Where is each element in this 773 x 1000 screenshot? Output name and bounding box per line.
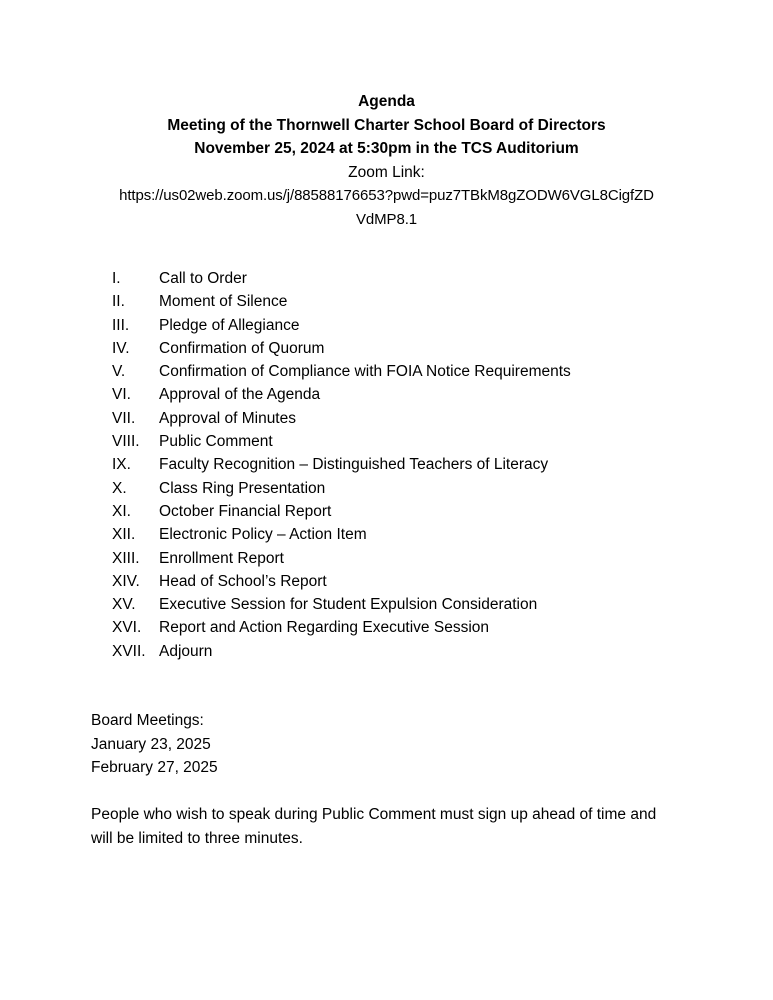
agenda-item	[112, 640, 732, 663]
board-meeting-date: January 23, 2025	[91, 735, 211, 753]
agenda-item	[112, 337, 732, 360]
agenda-item-text: Report and Action Regarding Executive Session	[159, 619, 490, 637]
agenda-item-text: Approval of Minutes	[159, 409, 296, 427]
agenda-item-number: XVII.	[112, 642, 146, 660]
agenda-item	[112, 360, 732, 383]
agenda-item-number: IX.	[112, 456, 131, 474]
meeting-datetime: November 25, 2024 at 5:30pm in the TCS Auditorium	[194, 140, 579, 157]
agenda-item-number: VI.	[112, 386, 131, 404]
board-meeting-date: February 27, 2025	[91, 759, 218, 776]
agenda-item-text: Moment of Silence	[159, 293, 288, 311]
agenda-item-text: Confirmation of Quorum	[159, 339, 325, 357]
agenda-item	[112, 407, 732, 430]
agenda-title: Agenda	[358, 93, 415, 110]
meeting-name: Meeting of the Thornwell Charter School Board of Directors	[167, 116, 606, 134]
agenda-item	[112, 616, 732, 639]
agenda-item	[112, 314, 732, 337]
agenda-item-number: I.	[112, 270, 121, 287]
agenda-item-text: Confirmation of Compliance with FOIA Notice Requirements	[159, 363, 571, 381]
agenda-item	[112, 523, 732, 546]
zoom-link-line-2[interactable]: VdMP8.1	[356, 210, 417, 228]
agenda-item	[112, 383, 732, 406]
agenda-item-text: Enrollment Report	[159, 549, 284, 567]
agenda-item-number: XIII.	[112, 549, 140, 567]
agenda-item-text: Pledge of Allegiance	[159, 316, 300, 334]
public-comment-note-line-2: will be limited to three minutes.	[91, 829, 303, 847]
agenda-item-number: VIII.	[112, 433, 140, 451]
agenda-item-number: XI.	[112, 502, 131, 520]
agenda-item-number: II.	[112, 293, 125, 311]
public-comment-note-line-1: People who wish to speak during Public Comment must sign up ahead of time and	[91, 806, 657, 823]
agenda-item-text: October Financial Report	[159, 502, 332, 520]
agenda-item-text: Faculty Recognition – Distinguished Teachers of Literacy	[159, 456, 549, 474]
agenda-item-text: Adjourn	[159, 642, 213, 660]
zoom-label: Zoom Link:	[348, 163, 425, 181]
agenda-item-number: XVI.	[112, 619, 142, 637]
agenda-item-number: VII.	[112, 409, 136, 427]
public-comment-note	[91, 803, 691, 850]
agenda-item-text: Head of School’s Report	[159, 572, 327, 590]
agenda-item-number: III.	[112, 316, 130, 334]
agenda-item	[112, 547, 732, 570]
agenda-item-number: XII.	[112, 526, 136, 544]
agenda-item	[112, 430, 732, 453]
agenda-item	[112, 267, 732, 290]
zoom-link-line-1[interactable]: https://us02web.zoom.us/j/88588176653?pwd=puz7TBkM8gZODW6VGL8CigfZD	[119, 187, 654, 204]
board-meetings-section	[91, 709, 218, 780]
agenda-item-number: IV.	[112, 339, 130, 357]
agenda-item	[112, 453, 732, 476]
agenda-header	[0, 90, 773, 231]
agenda-item-text: Public Comment	[159, 433, 273, 451]
agenda-item-number: XV.	[112, 596, 136, 614]
agenda-item-number: XIV.	[112, 572, 140, 590]
agenda-item-number: X.	[112, 479, 127, 497]
agenda-item-text: Call to Order	[159, 270, 247, 287]
board-meetings-label: Board Meetings:	[91, 712, 204, 729]
agenda-item	[112, 500, 732, 523]
agenda-item-text: Electronic Policy – Action Item	[159, 526, 367, 544]
agenda-item	[112, 593, 732, 616]
agenda-item	[112, 570, 732, 593]
agenda-item	[112, 290, 732, 313]
agenda-item-text: Executive Session for Student Expulsion Consideration	[159, 596, 538, 614]
agenda-item-text: Approval of the Agenda	[159, 386, 321, 404]
agenda-item-text: Class Ring Presentation	[159, 479, 326, 497]
agenda-item	[112, 477, 732, 500]
agenda-list	[112, 267, 732, 663]
agenda-item-number: V.	[112, 363, 126, 381]
